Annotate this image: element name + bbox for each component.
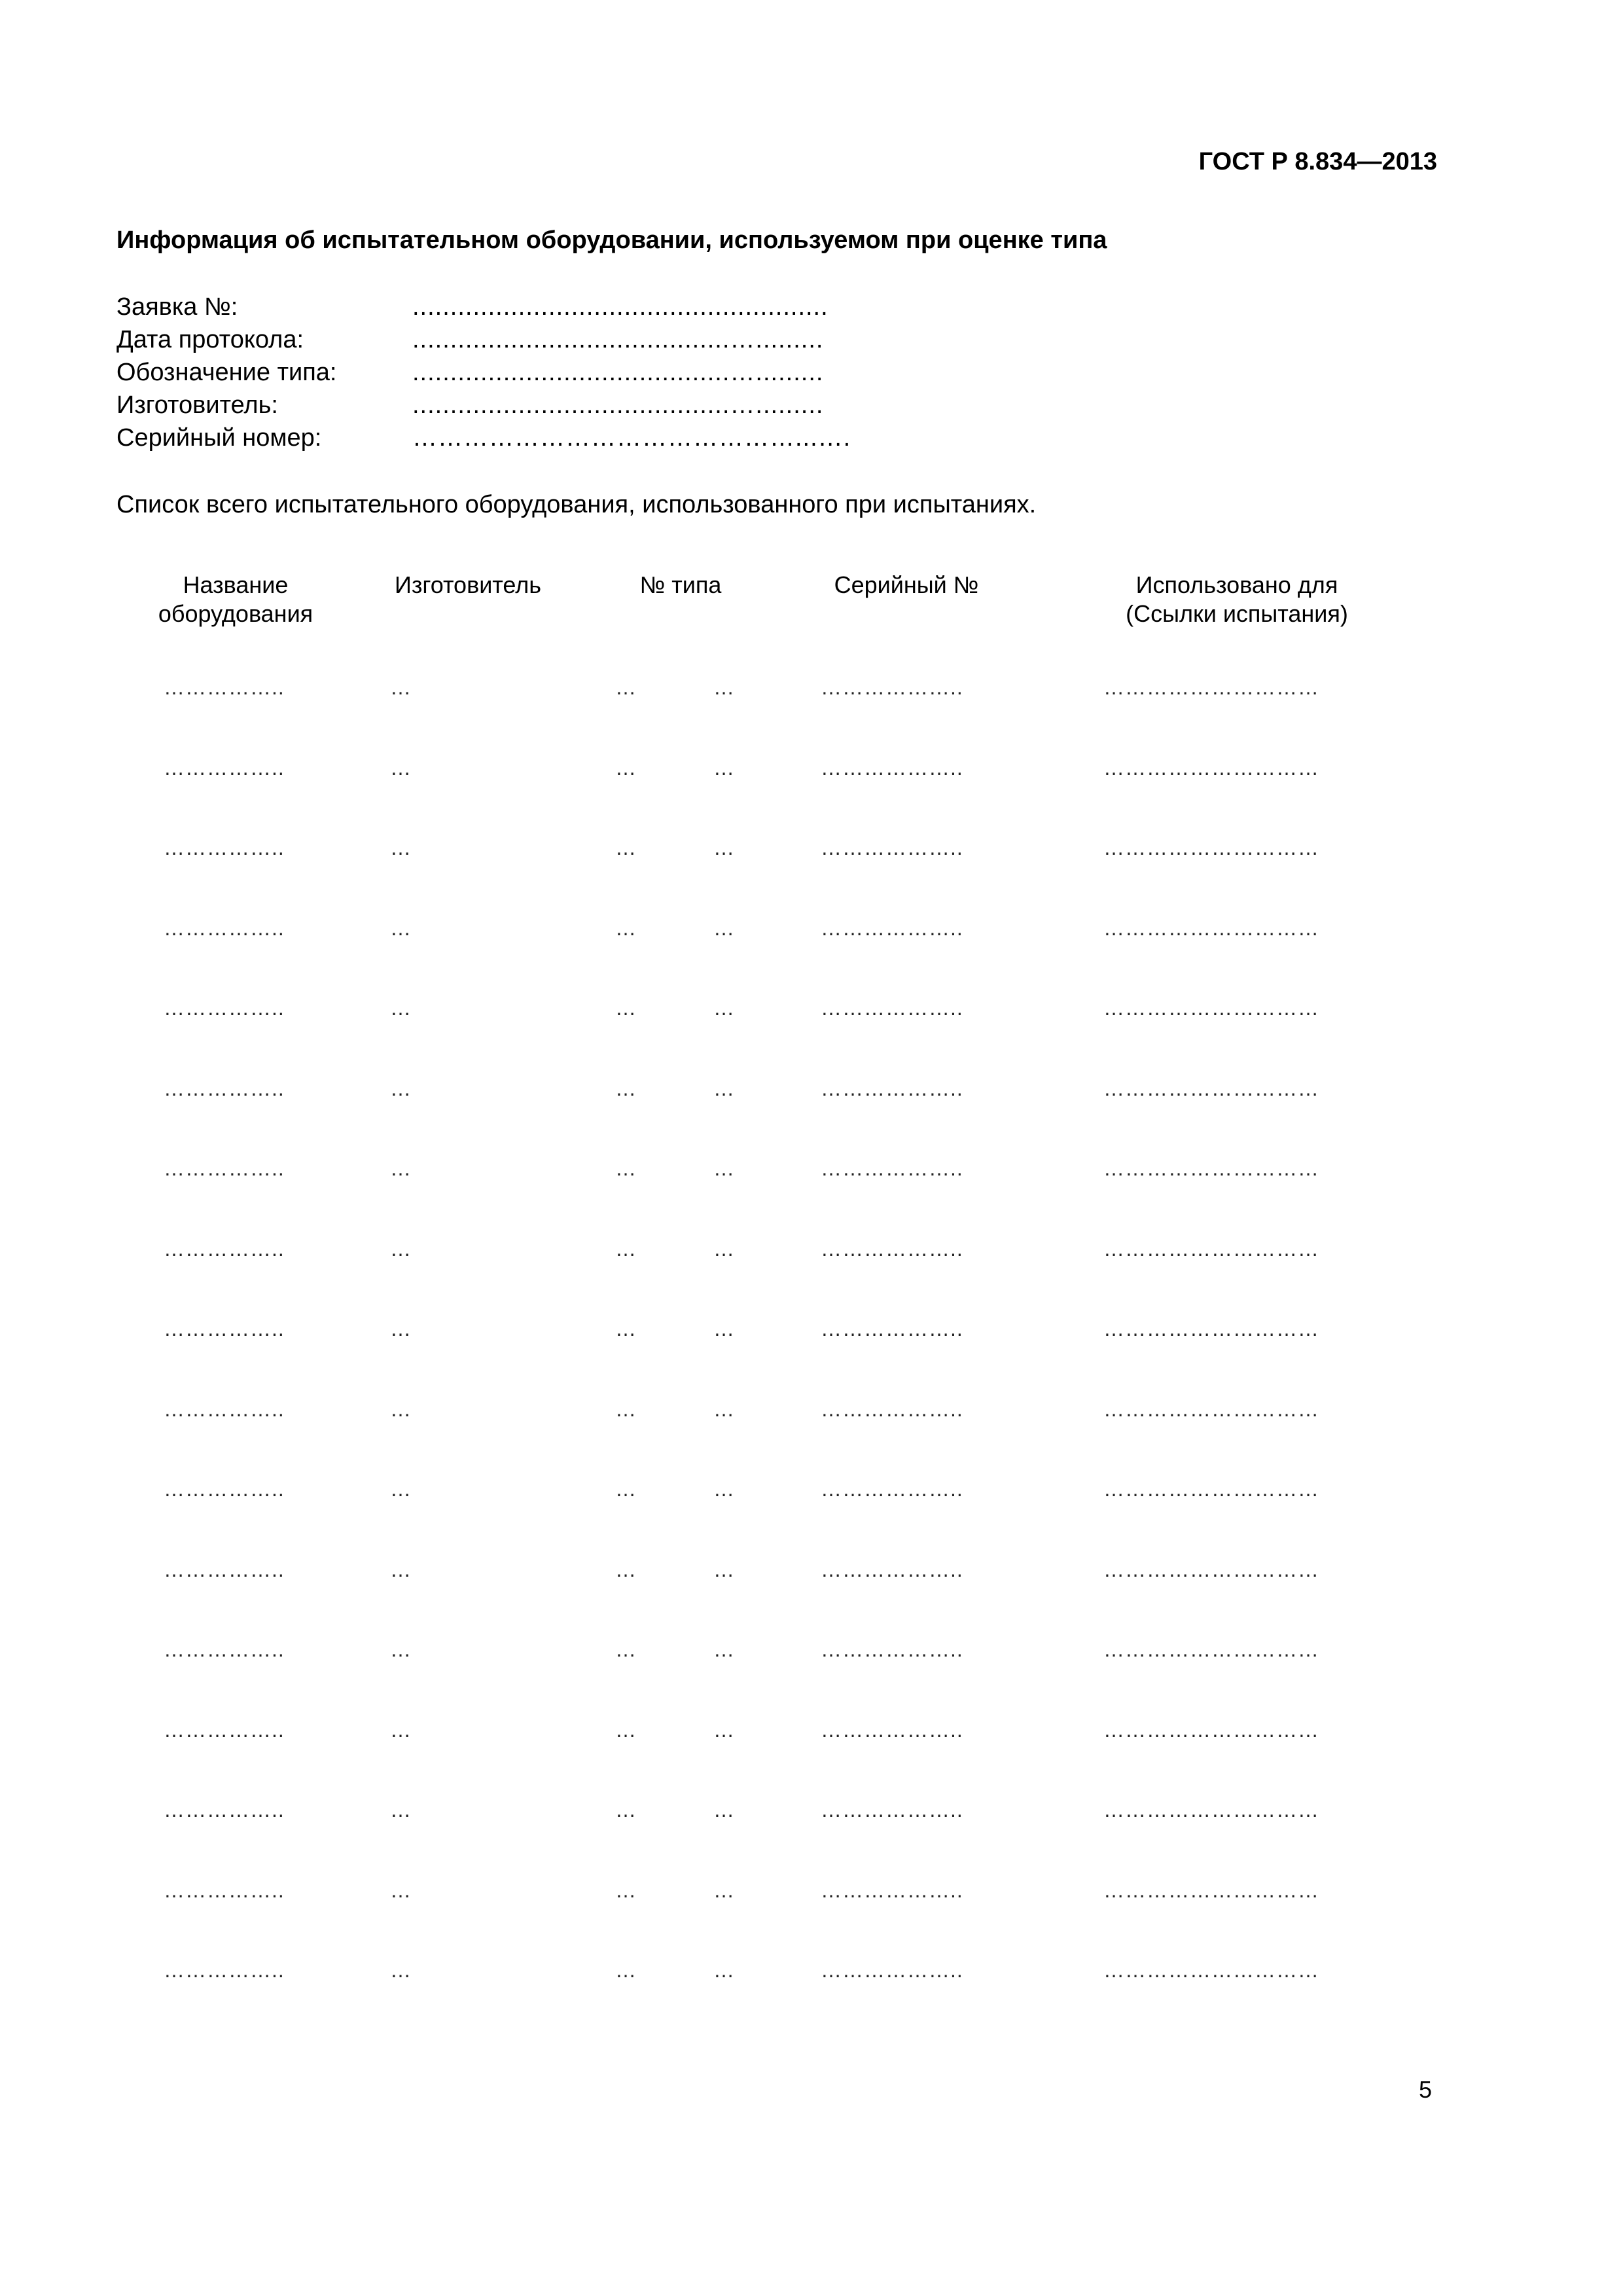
cell-serial-number: ………………..	[821, 1878, 963, 1902]
cell-manufacturer: …	[390, 916, 412, 940]
cell-type-number: …	[713, 675, 735, 699]
cell-used-for: …………………………	[1103, 755, 1319, 780]
cell-type-number: …	[713, 1477, 735, 1501]
table-header	[0, 571, 1623, 675]
table-row	[0, 1878, 1623, 1959]
field-blank: ..........................................….........	[412, 359, 824, 386]
column-header-type-number: № типа	[639, 571, 722, 598]
column-header-serial-number: Серийный №	[834, 571, 979, 598]
cell-equipment-name: ……………..	[164, 1157, 285, 1180]
document-code: ГОСТ Р 8.834—2013	[1198, 148, 1437, 175]
cell-type-number: …	[615, 1317, 637, 1340]
cell-manufacturer: …	[390, 1557, 412, 1581]
cell-serial-number: ………………..	[821, 755, 963, 780]
equipment-table	[0, 571, 1623, 2039]
cell-serial-number: ………………..	[821, 675, 963, 699]
cell-type-number: …	[713, 1076, 735, 1100]
table-row	[0, 1558, 1623, 1638]
cell-type-number: …	[615, 1638, 637, 1661]
cell-manufacturer: …	[390, 1878, 412, 1902]
table-row	[0, 1638, 1623, 1718]
table-row	[0, 916, 1623, 997]
cell-serial-number: ………………..	[821, 1236, 963, 1261]
cell-equipment-name: ……………..	[164, 1557, 285, 1581]
cell-type-number: …	[713, 1717, 735, 1742]
cell-serial-number: ………………..	[821, 1798, 963, 1821]
cell-type-number: …	[713, 1638, 735, 1661]
cell-manufacturer: …	[390, 1076, 412, 1100]
cell-used-for: …………………………	[1103, 1798, 1319, 1821]
cell-type-number: …	[713, 1958, 735, 1982]
cell-type-number: …	[713, 1157, 735, 1180]
table-row	[0, 836, 1623, 916]
cell-equipment-name: ……………..	[164, 755, 285, 780]
cell-equipment-name: ……………..	[164, 836, 285, 859]
cell-used-for: …………………………	[1103, 1236, 1319, 1261]
table-row	[0, 1237, 1623, 1318]
cell-manufacturer: …	[390, 1317, 412, 1340]
cell-serial-number: ………………..	[821, 916, 963, 940]
cell-type-number: …	[615, 916, 637, 940]
cell-type-number: …	[615, 1798, 637, 1821]
cell-type-number: …	[615, 1717, 637, 1742]
equipment-list-intro: Список всего испытательного оборудования, использованного при испытаниях.	[116, 491, 1037, 518]
cell-type-number: …	[615, 1557, 637, 1581]
table-row	[0, 1397, 1623, 1478]
field-label: Дата протокола:	[116, 326, 304, 353]
cell-type-number: …	[713, 1397, 735, 1421]
cell-serial-number: ………………..	[821, 996, 963, 1020]
cell-type-number: …	[713, 1236, 735, 1261]
field-label: Обозначение типа:	[116, 359, 337, 386]
cell-type-number: …	[615, 1076, 637, 1100]
cell-used-for: …………………………	[1103, 1317, 1319, 1340]
field-label: Заявка №:	[116, 293, 238, 321]
cell-type-number: …	[615, 1958, 637, 1982]
cell-equipment-name: ……………..	[164, 1798, 285, 1821]
cell-manufacturer: …	[390, 1717, 412, 1742]
cell-manufacturer: …	[390, 1397, 412, 1421]
cell-equipment-name: ……………..	[164, 675, 285, 699]
cell-serial-number: ………………..	[821, 1157, 963, 1180]
column-header-manufacturer: Изготовитель	[395, 571, 541, 598]
cell-equipment-name: ……………..	[164, 1397, 285, 1421]
cell-equipment-name: ……………..	[164, 1477, 285, 1501]
field-blank: ………………………………………...….	[412, 424, 851, 452]
cell-used-for: …………………………	[1103, 1557, 1319, 1581]
cell-type-number: …	[615, 836, 637, 859]
table-row	[0, 1958, 1623, 2039]
cell-manufacturer: …	[390, 1798, 412, 1821]
cell-type-number: …	[713, 1317, 735, 1340]
field-label: Изготовитель:	[116, 391, 278, 419]
cell-type-number: …	[615, 1878, 637, 1902]
cell-equipment-name: ……………..	[164, 1878, 285, 1902]
cell-type-number: …	[615, 675, 637, 699]
cell-serial-number: ………………..	[821, 1317, 963, 1340]
cell-used-for: …………………………	[1103, 1878, 1319, 1902]
cell-equipment-name: ……………..	[164, 1717, 285, 1742]
table-body	[0, 675, 1623, 2039]
cell-used-for: …………………………	[1103, 996, 1319, 1020]
cell-type-number: …	[713, 1878, 735, 1902]
cell-used-for: …………………………	[1103, 1717, 1319, 1742]
cell-type-number: …	[713, 1798, 735, 1821]
table-row	[0, 1317, 1623, 1397]
cell-used-for: …………………………	[1103, 675, 1319, 699]
form-title: Информация об испытательном оборудовании, используемом при оценке типа	[116, 226, 1107, 254]
cell-manufacturer: …	[390, 675, 412, 699]
table-row	[0, 1477, 1623, 1558]
cell-type-number: …	[615, 996, 637, 1020]
cell-type-number: …	[713, 916, 735, 940]
cell-serial-number: ………………..	[821, 836, 963, 859]
column-header-used-for: Использовано для (Ссылки испытания)	[1126, 571, 1348, 627]
table-row	[0, 996, 1623, 1077]
cell-used-for: …………………………	[1103, 1958, 1319, 1982]
field-blank: ..........................................….........	[412, 326, 824, 353]
table-row	[0, 1157, 1623, 1237]
cell-type-number: …	[713, 1557, 735, 1581]
cell-type-number: …	[615, 1397, 637, 1421]
cell-serial-number: ………………..	[821, 1477, 963, 1501]
cell-manufacturer: …	[390, 1638, 412, 1661]
table-row	[0, 756, 1623, 836]
cell-used-for: …………………………	[1103, 1477, 1319, 1501]
field-label: Серийный номер:	[116, 424, 322, 452]
cell-type-number: …	[615, 755, 637, 780]
cell-used-for: …………………………	[1103, 1397, 1319, 1421]
cell-equipment-name: ……………..	[164, 916, 285, 940]
cell-equipment-name: ……………..	[164, 1638, 285, 1661]
field-blank: .......................................................	[412, 293, 829, 321]
cell-equipment-name: ……………..	[164, 996, 285, 1020]
cell-equipment-name: ……………..	[164, 1958, 285, 1982]
cell-serial-number: ………………..	[821, 1557, 963, 1581]
cell-type-number: …	[615, 1157, 637, 1180]
cell-type-number: …	[713, 755, 735, 780]
cell-serial-number: ………………..	[821, 1397, 963, 1421]
cell-used-for: …………………………	[1103, 1638, 1319, 1661]
cell-serial-number: ………………..	[821, 1076, 963, 1100]
cell-equipment-name: ……………..	[164, 1317, 285, 1340]
cell-manufacturer: …	[390, 1477, 412, 1501]
cell-used-for: …………………………	[1103, 1076, 1319, 1100]
cell-manufacturer: …	[390, 1236, 412, 1261]
cell-type-number: …	[713, 996, 735, 1020]
cell-type-number: …	[615, 1236, 637, 1261]
cell-used-for: …………………………	[1103, 916, 1319, 940]
cell-manufacturer: …	[390, 1958, 412, 1982]
cell-equipment-name: ……………..	[164, 1236, 285, 1261]
page-number: 5	[1418, 2076, 1432, 2103]
cell-equipment-name: ……………..	[164, 1076, 285, 1100]
cell-manufacturer: …	[390, 755, 412, 780]
column-header-name: Название оборудования	[158, 571, 313, 627]
cell-serial-number: ………………..	[821, 1717, 963, 1742]
field-blank: ..........................................….........	[412, 391, 824, 419]
cell-type-number: …	[713, 836, 735, 859]
cell-used-for: …………………………	[1103, 836, 1319, 859]
cell-serial-number: ………………..	[821, 1958, 963, 1982]
table-row	[0, 675, 1623, 756]
cell-serial-number: ………………..	[821, 1638, 963, 1661]
table-row	[0, 1798, 1623, 1878]
cell-manufacturer: …	[390, 1157, 412, 1180]
cell-used-for: …………………………	[1103, 1157, 1319, 1180]
table-row	[0, 1718, 1623, 1799]
cell-manufacturer: …	[390, 836, 412, 859]
table-row	[0, 1077, 1623, 1157]
cell-type-number: …	[615, 1477, 637, 1501]
cell-manufacturer: …	[390, 996, 412, 1020]
